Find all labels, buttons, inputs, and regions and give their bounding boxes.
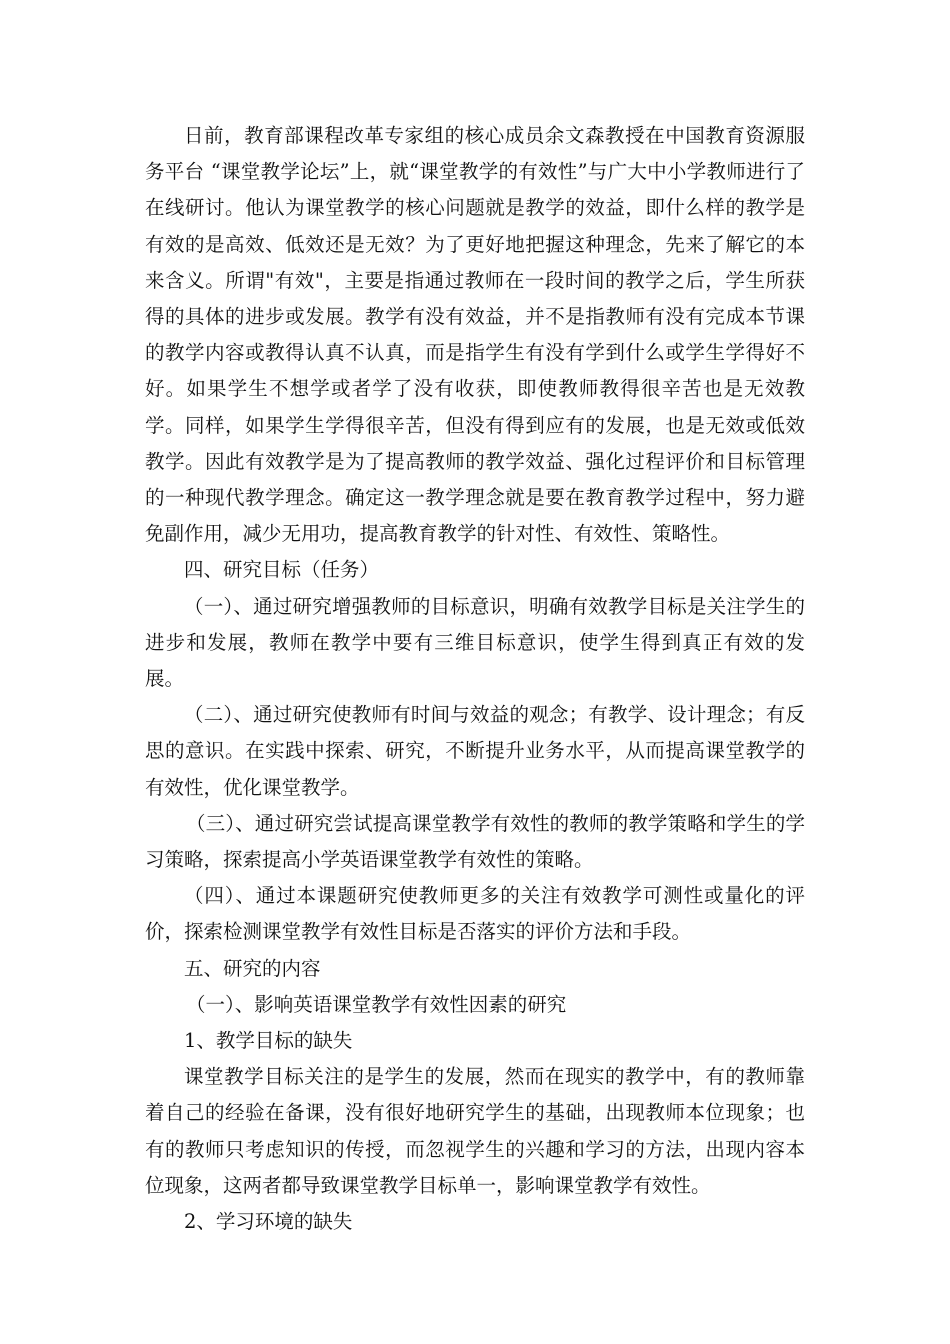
subheading-factors: （一）、影响英语课堂教学有效性因素的研究 xyxy=(185,992,567,1016)
paragraph-intro: 日前，教育部课程改革专家组的核心成员余文森教授在中国教育资源服务平台 “课堂教学论坛”上，就“课堂教学的有效性”与广大中小学教师进行了在线研讨。他认为课堂教学的核心问题就是教学的效益，即什么样的教学是有效的是高效、低效还是无效？为了更好地把握这种理念，先来了解它的本来含义。所谓"有效"，主要是指通过教师在一段时间的教学之后，学生所获得的具体的进步或发展。教学有没有效益，并不是指教师有没有完成本节课的教学内容或教得认真不认真，而是指学生有没有学到什么或学生学得好不好。如果学生不想学或者学了没有收获，即使教师教得很辛苦也是无效教学。同样，如果学生学得很辛苦，但没有得到应有的发展，也是无效或低效教学。因此有效教学是为了提高教师的教学效益、强化过程评价和目标管理的一种现代教学理念。确定这一教学理念就是要在教育教学过程中，努力避免副作用，减少无用功，提高教育教学的针对性、有效性、策略性。 xyxy=(145,124,805,546)
paragraph-goal-missing: 课堂教学目标关注的是学生的发展，然而在现实的教学中，有的教师靠着自己的经验在备课，没有很好地研究学生的基础，出现教师本位现象；也有的教师只考虑知识的传授，而忽视学生的兴趣和学习的方法，出现内容本位现象，这两者都导致课堂教学目标单一，影响课堂教学有效性。 xyxy=(145,1065,805,1197)
heading-research-goals: 四、研究目标（任务） xyxy=(184,558,380,582)
paragraph-goal-4: （四）、通过本课题研究使教师更多的关注有效教学可测性或量化的评价，探索检测课堂教学有效性目标是否落实的评价方法和手段。 xyxy=(145,884,805,944)
document-body xyxy=(145,118,805,1240)
subheading-goal-missing: 1、教学目标的缺失 xyxy=(184,1029,353,1053)
heading-research-content: 五、研究的内容 xyxy=(184,956,321,980)
paragraph-goal-3: （三）、通过研究尝试提高课堂教学有效性的教师的教学策略和学生的学习策略，探索提高小学英语课堂教学有效性的策略。 xyxy=(145,811,805,872)
subheading-environment-missing: 2、学习环境的缺失 xyxy=(184,1210,353,1234)
paragraph-goal-2: （二）、通过研究使教师有时间与效益的观念；有教学、设计理念；有反思的意识。在实践中探索、研究，不断提升业务水平，从而提高课堂教学的有效性，优化课堂教学。 xyxy=(145,703,805,799)
paragraph-goal-1: （一）、通过研究增强教师的目标意识，明确有效教学目标是关注学生的进步和发展，教师在教学中要有三维目标意识，使学生得到真正有效的发展。 xyxy=(145,594,805,691)
